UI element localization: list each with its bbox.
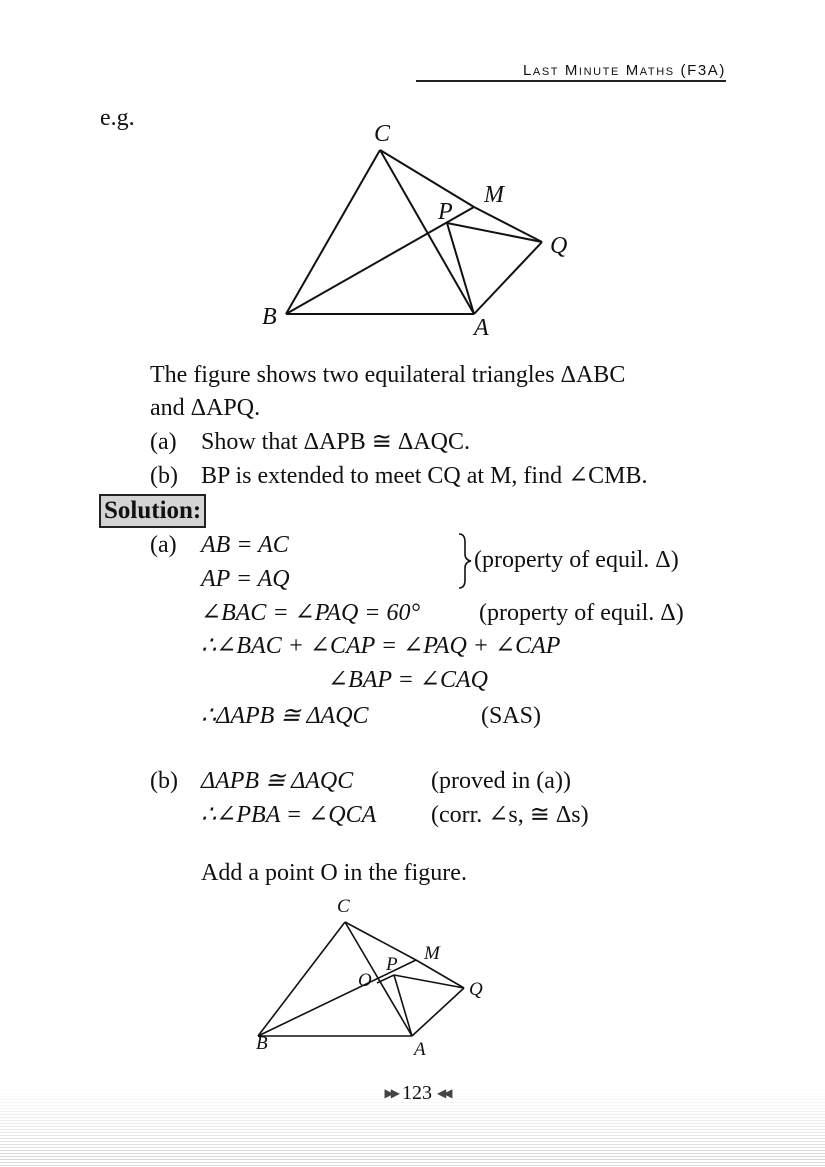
fig2-label-A: A <box>414 1039 426 1060</box>
solution-b-reason-2: (corr. ∠s, ≅ Δs) <box>431 802 589 828</box>
fig1-label-M: M <box>484 182 504 208</box>
solution-a-line-5: ∠BAP = ∠CAQ <box>328 667 488 693</box>
running-header: Last Minute Maths (F3A) <box>416 62 726 82</box>
page-number-block <box>372 1081 462 1105</box>
solution-a-line-6: ∴ΔAPB ≅ ΔAQC <box>201 703 369 729</box>
problem-line-1: The figure shows two equilateral triangles ΔABC <box>150 362 626 388</box>
problem-line-2: and ΔAPQ. <box>150 395 261 421</box>
fig1-label-C: C <box>374 121 391 147</box>
fig1-label-P: P <box>438 199 453 225</box>
problem-a-label: (a) <box>150 429 177 455</box>
fig2-label-M: M <box>424 943 440 964</box>
edge-BC <box>258 922 345 1036</box>
edge-AQ <box>412 988 464 1036</box>
page-forward-arrows-icon: ▶▶ <box>384 1086 397 1100</box>
solution-a-line-4: ∴∠BAC + ∠CAP = ∠PAQ + ∠CAP <box>201 633 561 659</box>
problem-a-text: Show that ΔAPB ≅ ΔAQC. <box>201 429 471 455</box>
fig2-label-P: P <box>386 954 398 975</box>
example-label: e.g. <box>100 105 135 131</box>
fig2-label-O: O <box>358 970 372 991</box>
solution-a-reason-1: (property of equil. Δ) <box>474 547 679 573</box>
fig2-label-B: B <box>256 1033 268 1054</box>
solution-a-line-2: AP = AQ <box>201 566 290 592</box>
solution-b-line-3: Add a point O in the figure. <box>201 860 467 886</box>
solution-a-label: (a) <box>150 532 177 558</box>
fig1-label-B: B <box>262 304 277 330</box>
edge-OP <box>377 975 394 983</box>
solution-label: Solution: <box>99 494 206 528</box>
solution-b-line-2: ∴∠PBA = ∠QCA <box>201 802 377 828</box>
fig1-label-Q: Q <box>550 233 568 259</box>
fig2-label-Q: Q <box>469 979 483 1000</box>
fig2-label-C: C <box>337 896 350 917</box>
solution-b-reason-1: (proved in (a)) <box>431 768 571 794</box>
page-back-arrows-icon: ◀◀ <box>437 1086 450 1100</box>
edge-AP <box>394 975 412 1036</box>
solution-b-line-1: ΔAPB ≅ ΔAQC <box>201 768 354 794</box>
problem-b-label: (b) <box>150 463 178 489</box>
solution-a-reason-6: (SAS) <box>481 703 542 729</box>
solution-a-line-1: AB = AC <box>201 532 289 558</box>
solution-a-line-3: ∠BAC = ∠PAQ = 60° <box>201 600 421 626</box>
fig1-label-A: A <box>474 315 489 341</box>
solution-a-reason-3: (property of equil. Δ) <box>479 600 684 626</box>
page-number: 123 <box>402 1082 432 1104</box>
solution-b-label: (b) <box>150 768 178 794</box>
problem-b-text: BP is extended to meet CQ at M, find ∠CMB. <box>201 463 648 489</box>
